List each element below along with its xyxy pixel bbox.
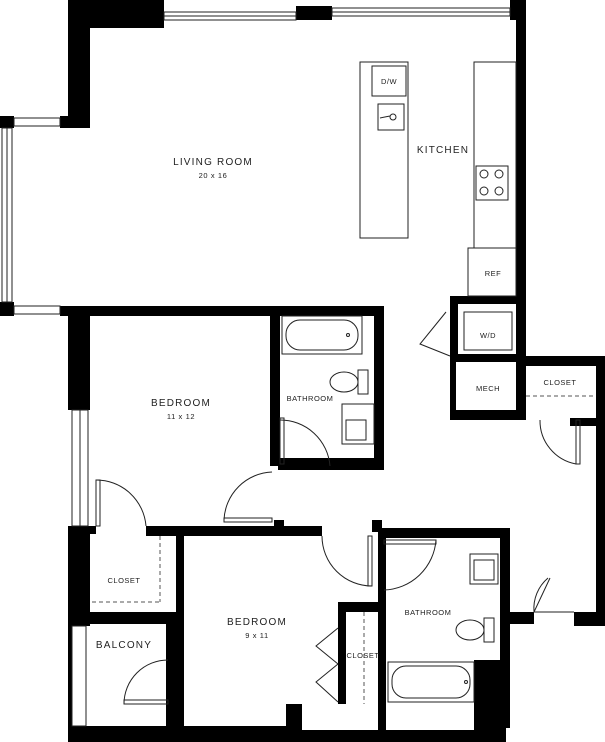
vanity — [342, 404, 374, 444]
kitchen-island — [360, 62, 408, 238]
burner-icon — [495, 187, 503, 195]
wall — [68, 526, 96, 534]
window — [14, 118, 60, 126]
room-label-bedroom2: BEDROOM — [226, 617, 288, 628]
wall — [176, 526, 184, 616]
door-swing — [322, 536, 372, 586]
wall — [278, 458, 384, 470]
room-label-closet2: CLOSET — [346, 651, 380, 660]
vanity-sink — [346, 420, 366, 440]
wall — [450, 296, 458, 356]
window — [72, 626, 86, 726]
wall — [0, 302, 14, 316]
door-swing — [96, 480, 146, 526]
door-swing — [420, 312, 450, 356]
door-leaf — [124, 700, 168, 704]
room-label-balcony: BALCONY — [95, 640, 153, 651]
drain-icon — [465, 681, 468, 684]
door-leaf — [280, 418, 284, 464]
faucet-icon — [380, 116, 390, 118]
wall — [60, 116, 90, 128]
window — [14, 306, 60, 314]
wall — [274, 520, 284, 536]
toilet — [456, 620, 484, 640]
drain-icon — [347, 334, 350, 337]
vanity-sink — [474, 560, 494, 580]
wall — [500, 612, 534, 624]
bath-fixtures — [282, 316, 501, 702]
room-label-bath1: BATHROOM — [286, 394, 334, 403]
door-leaf — [368, 536, 372, 586]
bathtub — [388, 662, 474, 702]
wall — [68, 306, 384, 316]
burner-icon — [480, 170, 488, 178]
room-dims-bedroom2: 9 x 11 — [245, 631, 269, 640]
wall — [146, 526, 322, 536]
faucet-icon — [390, 114, 396, 120]
door-leaf — [384, 540, 436, 544]
wall — [450, 410, 520, 420]
wall — [68, 306, 90, 410]
wall — [68, 0, 90, 128]
door-leaf — [224, 518, 272, 522]
wall — [570, 418, 605, 426]
wall — [574, 612, 605, 626]
door-leaf — [96, 480, 100, 526]
wall — [450, 296, 526, 304]
room-dims-living: 20 x 16 — [198, 171, 228, 180]
toilet-tank — [358, 370, 368, 394]
wall — [596, 356, 605, 626]
door-leaf — [576, 420, 580, 464]
wall — [372, 520, 382, 532]
wall — [166, 612, 184, 728]
wall — [338, 602, 346, 704]
wall — [150, 0, 164, 20]
room-dims-bedroom1: 11 x 12 — [166, 412, 196, 421]
toilet-tank — [484, 618, 494, 642]
door-swing — [124, 660, 168, 704]
kitchen-counter — [474, 62, 516, 248]
burner-icon — [480, 187, 488, 195]
bathtub-basin — [286, 320, 358, 350]
door-swing — [540, 420, 576, 464]
door-swing — [316, 664, 338, 702]
burner-icon — [495, 170, 503, 178]
wall — [270, 316, 280, 466]
wall — [0, 116, 14, 128]
wall — [68, 726, 286, 742]
wall — [450, 354, 526, 362]
door-swing — [224, 472, 272, 520]
room-label-closet3: CLOSET — [543, 378, 577, 387]
wall — [68, 622, 72, 742]
dishwasher-label: D/W — [380, 77, 398, 86]
refrigerator-label: REF — [484, 269, 502, 278]
room-label-closet1: CLOSET — [107, 576, 141, 585]
wall — [516, 356, 605, 366]
wall — [68, 526, 90, 626]
door-swing — [316, 628, 338, 664]
toilet — [330, 372, 358, 392]
wall — [374, 306, 384, 470]
bathtub-basin — [392, 666, 470, 698]
wall — [474, 660, 506, 732]
wall — [286, 730, 506, 742]
room-label-living: LIVING ROOM — [173, 157, 253, 168]
room-label-bath2: BATHROOM — [404, 608, 452, 617]
wall — [378, 528, 510, 538]
room-label-bedroom1: BEDROOM — [150, 398, 212, 409]
wall — [378, 530, 386, 730]
door-swing — [384, 540, 436, 590]
washer-dryer-label: W/D — [479, 331, 497, 340]
room-label-mech: MECH — [475, 384, 501, 393]
door-swing — [534, 578, 574, 612]
sink — [378, 104, 404, 130]
wall — [296, 6, 332, 20]
room-label-kitchen: KITCHEN — [416, 145, 470, 156]
